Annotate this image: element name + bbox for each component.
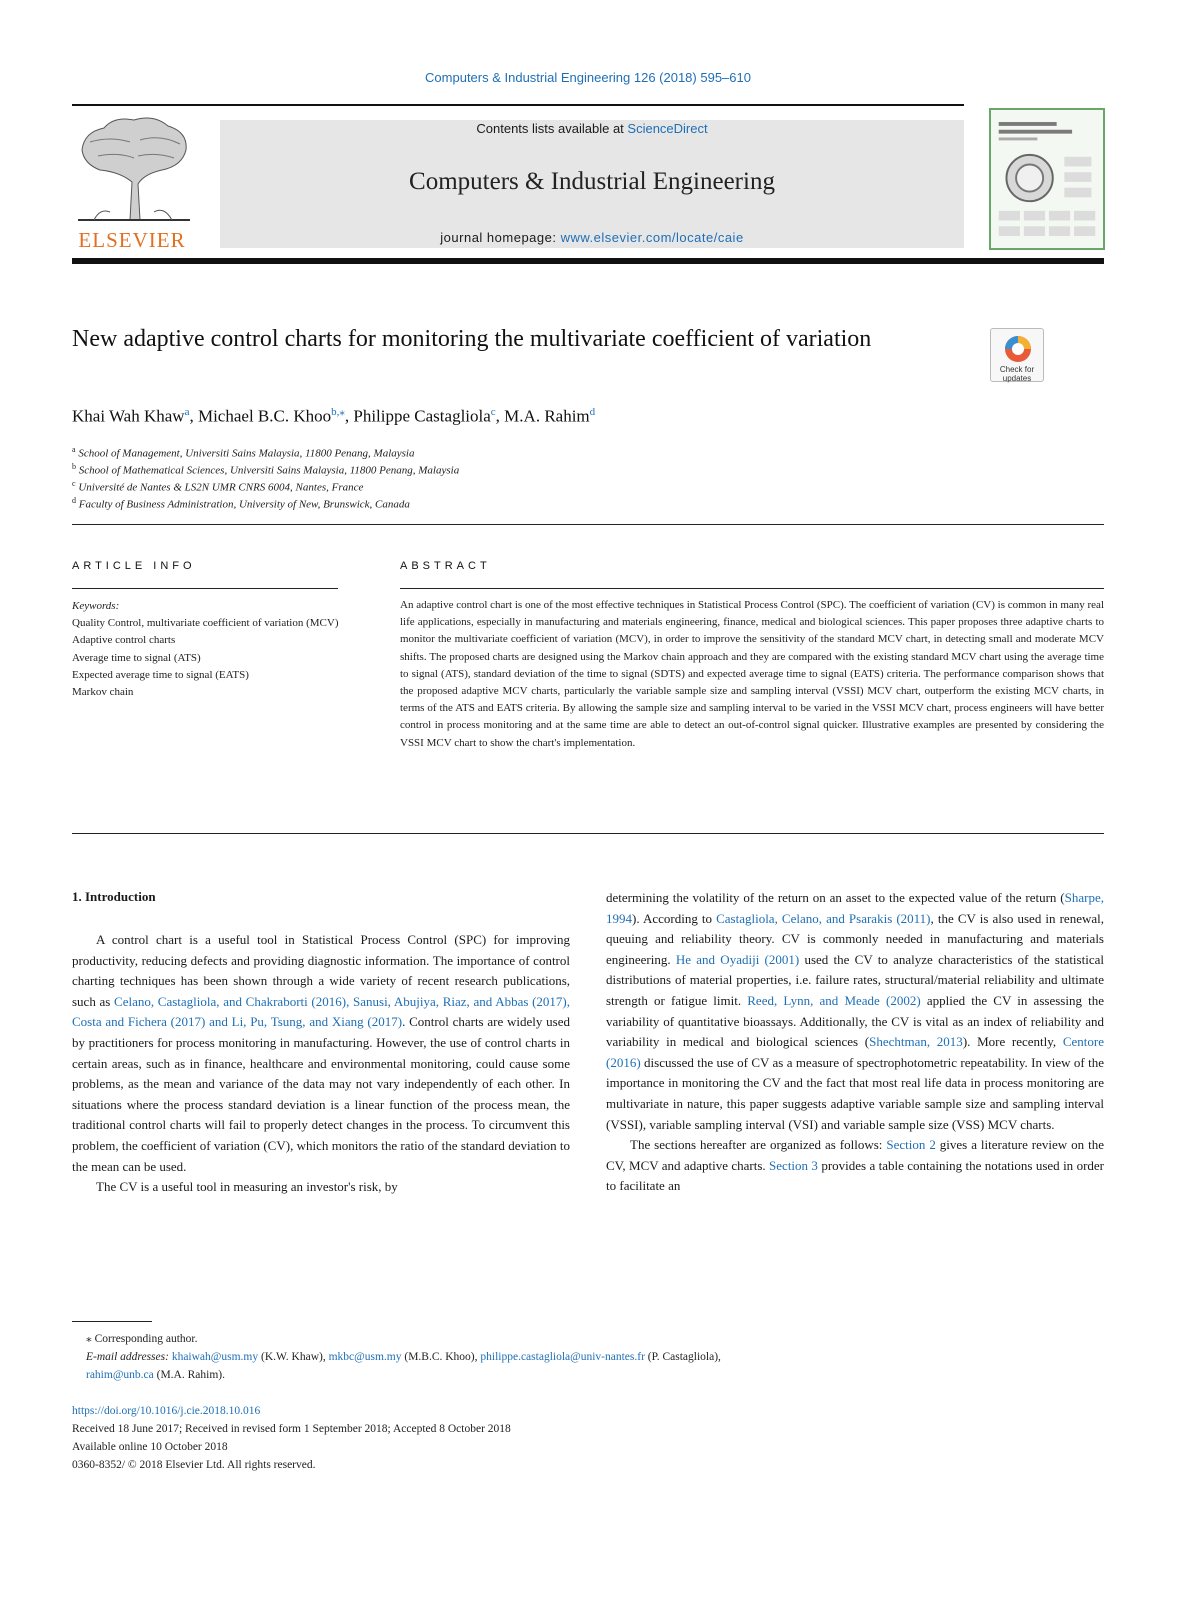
email-label: E-mail addresses: [86,1351,172,1363]
body-column-left [72,930,570,1198]
doi-link[interactable]: https://doi.org/10.1016/j.cie.2018.10.016 [72,1405,261,1417]
abstract-text: An adaptive control chart is one of the most effective techniques in Statistical Process Control (SPC). The coefficient of variation (CV) is common in many real life applications, especially in manufacturing and materials engineering, finance, medical and biological sciences. This paper proposes three adaptive charts to monitor the multivariate coefficient of variation (MCV), in order to improve the sensitivity of the standard MCV chart, in detecting small and moderate MCV shifts. The proposed charts are designed using the Markov chain approach and they are compared with the existing standard MCV chart using the average time to signal (ATS), standard deviation of the time to signal (SDTS) and expected average time to signal (EATS) criteria. The performance comparison shows that the proposed adaptive MCV charts, particularly the variable sample size and sampling interval (VSSI) MCV chart, outperform the existing MCV charts, in terms of the ATS and EATS criteria. By allowing the sample size and sampling interval to be varied in the VSSI MCV chart, process engineers will have better control in process monitoring and at the same time are able to detect an out-of-control signal quicker. Illustrative examples are presented by considering the VSSI MCV chart to show the chart's implementation. [400,599,1104,749]
affil-marker: b [72,462,76,471]
homepage-prefix: journal homepage: [440,230,561,245]
author-affil-marker[interactable]: b,⁎ [331,406,345,418]
text-run: used the CV to analyze characteristics of the statistical distributions of material properties, i.e. failure rates, structural/material reliability and ultimate strength or fatigue limit. [606,951,1104,1008]
text-run: , the CV is also used in renewal, queuing and reliability theory. CV is commonly needed in manufacturing and materials engineering. [606,910,1104,967]
text-run: ). According to [632,910,717,926]
affil-text: Faculty of Business Administration, University of New, Brunswick, Canada [78,498,410,511]
section-link[interactable]: Section 3 [769,1157,818,1173]
citation-link[interactable]: Castagliola, Celano, and Psarakis (2011) [716,910,931,926]
header-thick-rule [72,258,1104,264]
affil-marker: d [72,496,76,505]
body-column-right [606,888,1104,1197]
email-owner: (M.A. Rahim). [153,1369,225,1381]
paragraph: The CV is a useful tool in measuring an investor's risk, by [96,1179,398,1195]
abstract-end-rule [72,833,1104,834]
homepage-line [220,230,964,245]
author-name[interactable]: Khai Wah Khaw [72,406,185,426]
email-link[interactable]: philippe.castagliola@univ-nantes.fr [480,1351,645,1363]
keywords-label: Keywords: [72,600,120,612]
affil-text: School of Mathematical Sciences, Universiti Sains Malaysia, 11800 Penang, Malaysia [78,464,460,477]
text-run: provides a table containing the notations used in order to facilitate an [606,1157,1104,1194]
elsevier-wordmark: ELSEVIER [78,228,186,252]
text-run: ). More recently, [962,1034,1063,1050]
copyright: 0360-8352/ © 2018 Elsevier Ltd. All rights reserved. [72,1459,316,1471]
journal-name: Computers & Industrial Engineering [409,168,775,195]
author-name[interactable]: Michael B.C. Khoo [197,406,332,426]
text-run: discussed the use of CV as a measure of spectrophotometric repeatability. In view of the importance in monitoring the CV and the fact that most real life data in process monitoring are multivariate in nature, this paper suggests adaptive variable sample size and sampling interval (VSSI), variable sampling interval (VSI) and variable sample size (VSS) MCV charts. [606,1054,1104,1132]
paragraph [72,930,570,1177]
abstract-heading: ABSTRACT [400,560,491,572]
email-addresses [72,1348,1104,1384]
author-affil-marker[interactable]: d [589,406,596,418]
citation-link[interactable]: Celano, Castagliola, and Chakraborti (2016), Sanusi, Abujiya, Riaz, and Abbas (2017), Costa and Fichera (2017) and Li, Pu, Tsung, and Xiang (2017) [72,993,570,1030]
crossmark-label: Check for updates [999,365,1035,383]
contents-line [220,121,964,136]
text-run: gives a literature review on the CV, MCV and adaptive charts. [606,1137,1104,1173]
section-heading-introduction: 1. Introduction [72,889,156,904]
contents-prefix: Contents lists available at [476,121,628,136]
email-link[interactable]: mkbc@usm.my [328,1351,402,1363]
keyword-item: Quality Control, multivariate coefficient of variation (MCV) [72,617,339,630]
available-online: Available online 10 October 2018 [72,1441,228,1453]
keyword-item: Markov chain [72,686,134,699]
paragraph [606,888,1104,1135]
abstract-rule [400,588,1104,589]
email-owner: (K.W. Khaw), [258,1351,329,1363]
email-owner: (P. Castagliola), [644,1351,721,1363]
affiliation-a [72,445,972,460]
received-dates: Received 18 June 2017; Received in revised form 1 September 2018; Accepted 8 October 2018 [72,1423,511,1435]
corresponding-author-note: ⁎ Corresponding author. [86,1333,198,1345]
citation-link[interactable]: Sharpe, 1994 [606,890,1104,926]
footnotes [72,1330,1104,1384]
affil-marker: a [72,445,76,454]
citation-link[interactable]: Reed, Lynn, and Meade (2002) [747,992,921,1008]
keyword-item: Average time to signal (ATS) [72,651,201,664]
keywords-block [72,598,342,701]
publication-info [72,1402,1104,1474]
text-run: . Control charts are widely used by practitioners for process monitoring in manufacturing. However, the use of control charts in certain areas, such as in finance, healthcare and environmental monitoring, could cause some problems, as the mean and variance of the data may not vary independently of each other. In situations where the process standard deviation is a linear function of the process mean, the traditional control charts will fail to properly detect changes in the process. To circumvent this problem, the coefficient of variation (CV), which monitors the ratio of the standard deviation to the mean can be used. [72,1014,570,1174]
affiliation-d [72,496,972,511]
author-affil-marker[interactable]: a [184,406,190,418]
keyword-item: Expected average time to signal (EATS) [72,668,249,681]
citation-link[interactable]: Shechtman, 2013 [869,1034,963,1050]
section-link[interactable]: Section 2 [886,1137,936,1153]
affiliation-rule [72,524,1104,525]
citation-link[interactable]: He and Oyadiji (2001) [675,951,800,967]
email-link[interactable]: rahim@unb.ca [86,1369,154,1381]
journal-cover-thumbnail-icon[interactable] [989,108,1105,250]
author-list: Khai Wah Khaw$^a$, Michael B.C. Khoo$^{b,⁎}$, Philippe Castagliola$^c$, M.A. Rahim$^d$ [72,406,596,426]
keyword-item: Adaptive control charts [72,634,176,647]
footnote-rule [72,1321,152,1322]
article-title: New adaptive control charts for monitoring the multivariate coefficient of variation [72,326,872,352]
article-info-heading: ARTICLE INFO [72,560,196,572]
affil-text: Université de Nantes & LS2N UMR CNRS 6004, Nantes, France [78,481,364,494]
text-run: The sections hereafter are organized as follows: [630,1137,887,1153]
affil-marker: c [72,479,76,488]
author-affil-marker[interactable]: c [490,406,496,418]
sciencedirect-link[interactable]: ScienceDirect [627,121,708,136]
affil-text: School of Management, Universiti Sains Malaysia, 11800 Penang, Malaysia [78,447,415,460]
affiliation-c [72,479,972,494]
citation-link[interactable]: Centore (2016) [606,1034,1104,1070]
top-rule [72,104,964,106]
journal-homepage-link[interactable]: www.elsevier.com/locate/caie [560,230,744,245]
author-name[interactable]: M.A. Rahim [504,406,590,426]
journal-reference[interactable]: Computers & Industrial Engineering 126 (2018) 595–610 [425,70,751,85]
affiliation-b [72,462,972,477]
author-name[interactable]: Philippe Castagliola [353,406,491,426]
text-run: applied the CV in assessing the variability of quantitative bioassays. Additionally, the CV is vital as an index of reliability and variability in medical and biological sciences ( [606,992,1104,1050]
check-for-updates-badge[interactable] [990,328,1044,382]
paragraph [606,1135,1104,1197]
email-owner: (M.B.C. Khoo), [401,1351,481,1363]
text-run: A control chart is a useful tool in Statistical Process Control (SPC) for improving productivity, reducing defects and providing diagnostic information. The importance of control charting techniques has been shown through a wide variety of recent research publications, such as [72,932,570,1009]
email-link[interactable]: khaiwah@usm.my [171,1351,259,1363]
text-run: determining the volatility of the return on an asset to the expected value of the return ( [606,890,1065,905]
article-info-rule [72,588,338,589]
